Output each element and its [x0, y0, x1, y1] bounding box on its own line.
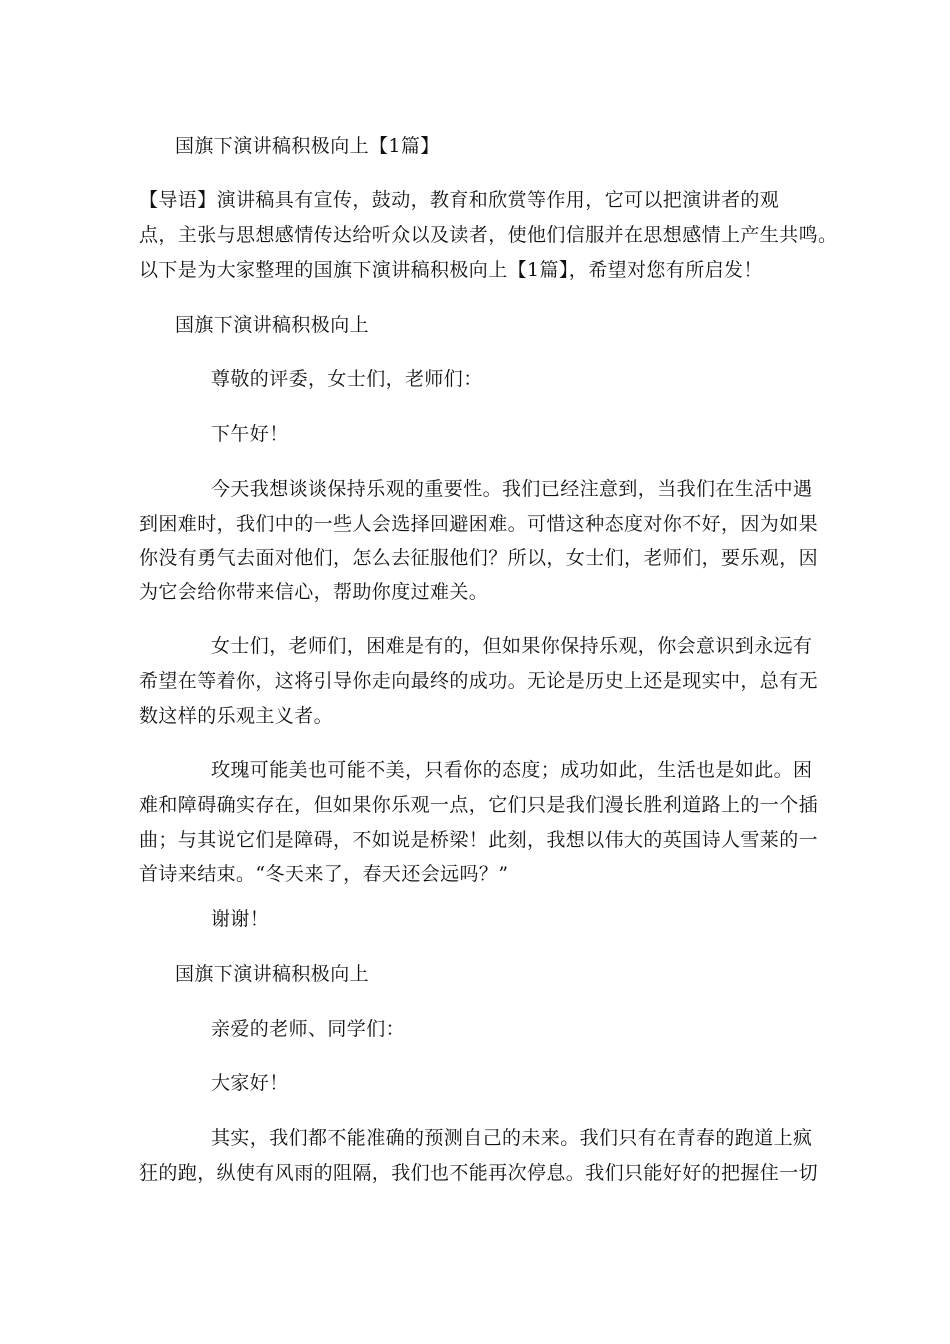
paragraph-line: 难和障碍确实存在，但如果你乐观一点，它们只是我们漫长胜利道路上的一个插: [139, 794, 819, 816]
paragraph-line: 为它会给你带来信心，帮助你度过难关。: [139, 581, 489, 603]
paragraph-line: 到困难时，我们中的一些人会选择回避困难。可惜这种态度对你不好，因为如果: [139, 513, 819, 535]
paragraph-line: 今天我想谈谈保持乐观的重要性。我们已经注意到，当我们在生活中遇: [211, 478, 813, 500]
speech1-heading: 国旗下演讲稿积极向上: [175, 314, 370, 336]
paragraph-line: 希望在等着你，这将引导你走向最终的成功。无论是历史上还是现实中，总有无: [139, 670, 819, 692]
speech1-closing: 谢谢！: [211, 908, 270, 930]
intro-line: 以下是为大家整理的国旗下演讲稿积极向上【1篇】，希望对您有所启发！: [139, 259, 763, 281]
intro-line: 点，主张与思想感情传达给听众以及读者，使他们信服并在思想感情上产生共鸣。: [139, 224, 838, 246]
speech1-salutation: 尊敬的评委，女士们，老师们：: [211, 368, 483, 390]
paragraph-line: 狂的跑，纵使有风雨的阻隔，我们也不能再次停息。我们只能好好的把握住一切: [139, 1162, 819, 1184]
paragraph-line: 你没有勇气去面对他们，怎么去征服他们？所以，女士们，老师们，要乐观，因: [139, 547, 819, 569]
speech1-greeting: 下午好！: [211, 423, 289, 445]
speech2-heading: 国旗下演讲稿积极向上: [175, 963, 370, 985]
paragraph-line: 其实，我们都不能准确的预测自己的未来。我们只有在青春的跑道上疯: [211, 1127, 813, 1149]
speech2-salutation: 亲爱的老师、同学们：: [211, 1018, 406, 1040]
paragraph-line: 玫瑰可能美也可能不美，只看你的态度；成功如此，生活也是如此。困: [211, 759, 813, 781]
document-title: 国旗下演讲稿积极向上【1篇】: [175, 135, 440, 157]
speech2-greeting: 大家好！: [211, 1072, 289, 1094]
paragraph-line: 女士们，老师们，困难是有的，但如果你保持乐观，你会意识到永远有: [211, 635, 813, 657]
intro-line: 【导语】演讲稿具有宣传，鼓动，教育和欣赏等作用，它可以把演讲者的观: [139, 189, 780, 211]
paragraph-line: 曲；与其说它们是障碍，不如说是桥梁！此刻，我想以伟大的英国诗人雪莱的一: [139, 829, 819, 851]
paragraph-line: 数这样的乐观主义者。: [139, 705, 334, 727]
paragraph-line: 首诗来结束。“冬天来了，春天还会远吗？”: [139, 863, 509, 885]
